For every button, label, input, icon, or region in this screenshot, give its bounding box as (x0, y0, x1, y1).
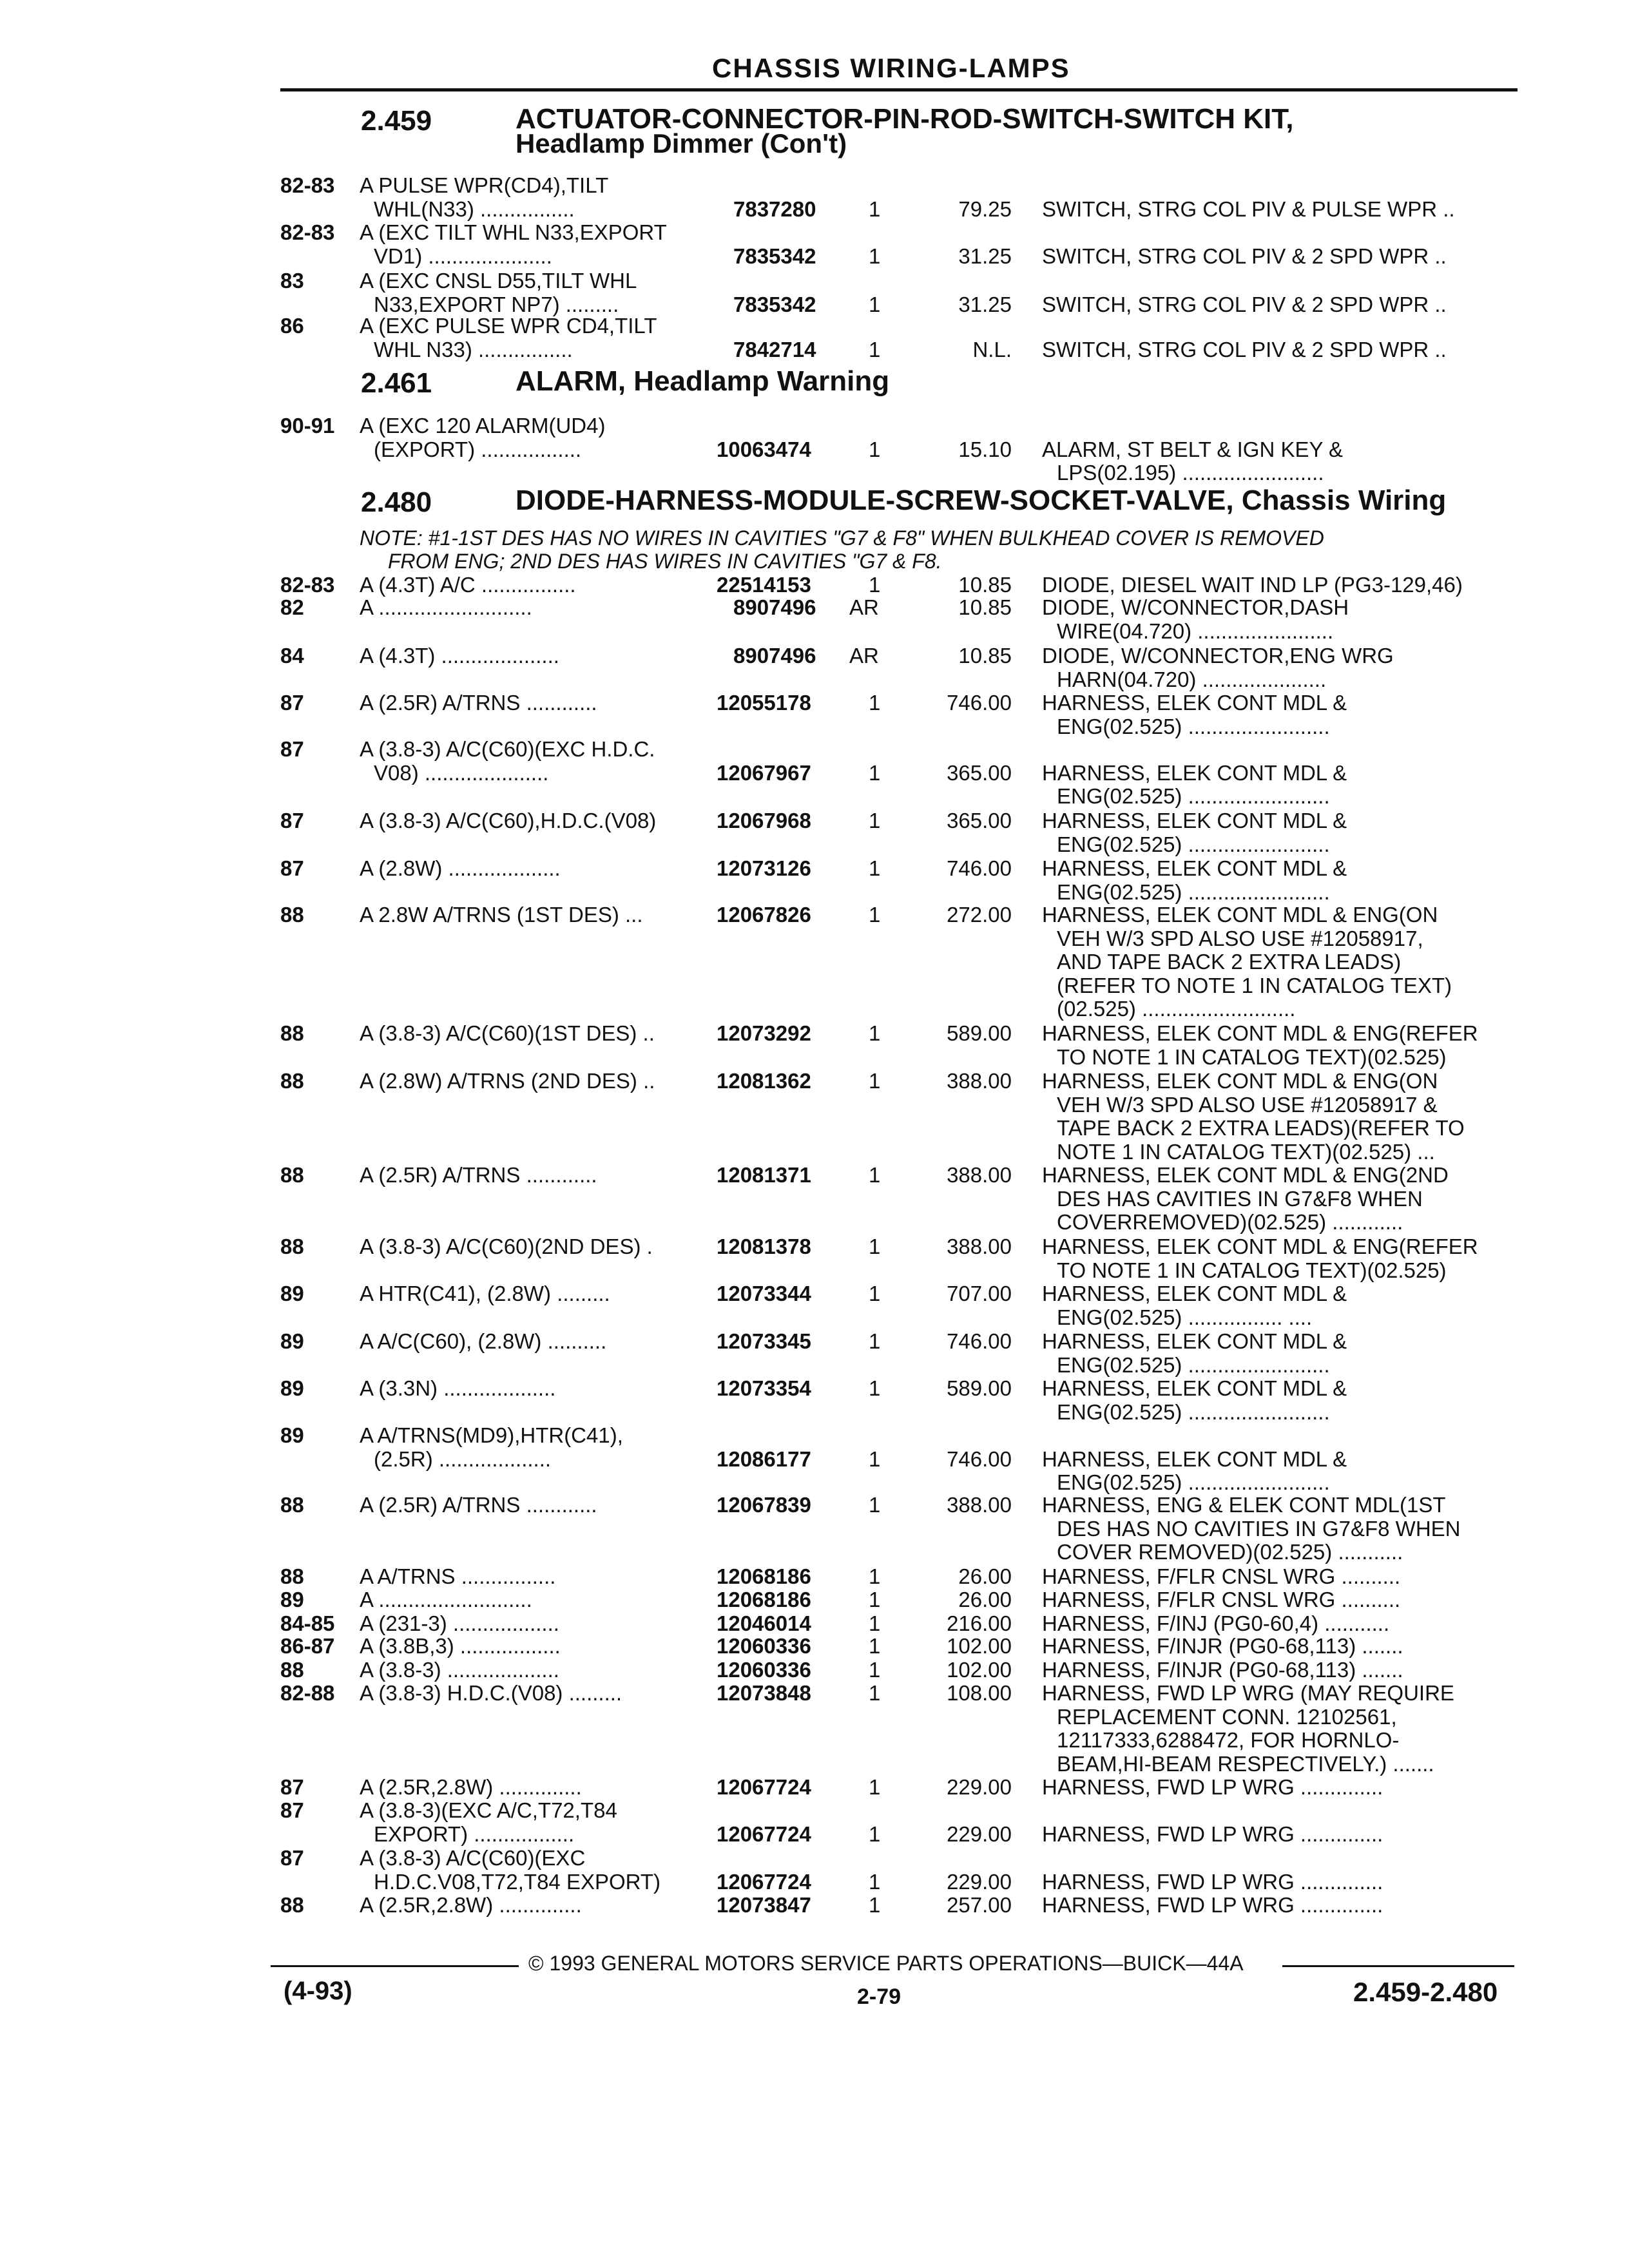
parts-row (0, 269, 1629, 316)
parts-row (0, 644, 1629, 691)
row-year: 87 (280, 809, 304, 832)
row-description: A (2.5R) A/TRNS ............ (360, 1493, 597, 1517)
row-description: A (2.8W) ................... (360, 856, 561, 880)
parts-row (0, 1588, 1629, 1614)
parts-row (0, 856, 1629, 904)
row-year: 89 (280, 1588, 304, 1611)
row-usage-description-cont: BEAM,HI-BEAM RESPECTIVELY.) ....... (1057, 1751, 1434, 1776)
row-usage-description-cont: DES HAS CAVITIES IN G7&F8 WHEN (1057, 1186, 1423, 1211)
row-price: 388.00 (947, 1235, 1012, 1258)
parts-row (0, 737, 1629, 808)
row-usage-description-cont: WIRE(04.720) ....................... (1057, 619, 1334, 643)
row-price: 102.00 (947, 1658, 1012, 1682)
row-quantity: 1 (869, 1021, 881, 1045)
parts-row (0, 1021, 1629, 1069)
row-part-number: 12067724 (717, 1869, 811, 1894)
row-price: 746.00 (947, 691, 1012, 715)
row-part-number: 22514153 (717, 573, 811, 597)
row-year: 86 (280, 314, 304, 338)
row-price: 388.00 (947, 1069, 1012, 1093)
footer-rule-right (1282, 1965, 1514, 1967)
row-price: 102.00 (947, 1634, 1012, 1658)
row-usage-description-cont: COVER REMOVED)(02.525) ........... (1057, 1540, 1403, 1564)
row-usage-description-cont: ENG(02.525) ........................ (1057, 832, 1330, 856)
row-usage-description: HARNESS, F/INJR (PG0-68,113) ....... (1042, 1658, 1403, 1682)
row-part-number: 12068186 (717, 1588, 811, 1611)
row-part-number: 12067968 (717, 809, 811, 832)
row-quantity: AR (849, 644, 879, 668)
row-usage-description-cont: HARN(04.720) ..................... (1057, 667, 1327, 691)
row-year: 87 (280, 856, 304, 880)
row-part-number: 12073847 (717, 1893, 811, 1917)
parts-row (0, 1069, 1629, 1164)
row-year: 87 (280, 1846, 304, 1870)
row-price: 388.00 (947, 1493, 1012, 1517)
row-usage-description: HARNESS, ENG & ELEK CONT MDL(1ST (1042, 1493, 1446, 1517)
row-description-cont: (2.5R) ................... (374, 1446, 552, 1471)
row-year: 82 (280, 595, 304, 619)
parts-row (0, 414, 1629, 485)
row-description-cont: WHL(N33) ................ (374, 197, 575, 221)
row-price: 108.00 (947, 1681, 1012, 1705)
footer-copyright: © 1993 GENERAL MOTORS SERVICE PARTS OPERATIONS—BUICK—44A (528, 1952, 1244, 1975)
parts-row (0, 1376, 1629, 1424)
row-quantity: 1 (869, 1376, 881, 1400)
row-usage-description: HARNESS, ELEK CONT MDL & (1042, 1282, 1347, 1305)
row-description: A (3.8B,3) ................. (360, 1634, 561, 1658)
row-description: A (2.5R,2.8W) .............. (360, 1775, 582, 1799)
row-price: 589.00 (947, 1021, 1012, 1045)
parts-row (0, 595, 1629, 643)
row-quantity: 1 (869, 1611, 881, 1635)
row-usage-description-cont: REPLACEMENT CONN. 12102561, (1057, 1704, 1397, 1729)
row-price: 388.00 (947, 1163, 1012, 1187)
row-price: 26.00 (958, 1564, 1012, 1588)
row-description: A A/C(C60), (2.8W) .......... (360, 1329, 607, 1353)
row-usage-description: SWITCH, STRG COL PIV & 2 SPD WPR .. (1042, 337, 1447, 361)
row-usage-description: HARNESS, FWD LP WRG .............. (1042, 1775, 1383, 1799)
row-part-number: 12073126 (717, 856, 811, 880)
row-price: 746.00 (947, 1446, 1012, 1471)
row-year: 82-83 (280, 220, 335, 244)
page-header: CHASSIS WIRING-LAMPS (712, 53, 1070, 83)
row-usage-description-cont: LPS(02.195) ........................ (1057, 461, 1324, 485)
parts-row (0, 1658, 1629, 1684)
row-description: A (3.8-3)(EXC A/C,T72,T84 (360, 1798, 617, 1822)
row-description: A (3.8-3) A/C(C60)(1ST DES) .. (360, 1021, 655, 1045)
row-quantity: AR (849, 595, 879, 619)
parts-row (0, 220, 1629, 268)
row-description: A (3.8-3) H.D.C.(V08) ......... (360, 1681, 622, 1705)
row-usage-description: DIODE, DIESEL WAIT IND LP (PG3-129,46) (1042, 573, 1463, 597)
row-quantity: 1 (869, 1235, 881, 1258)
row-description-cont: N33,EXPORT NP7) ......... (374, 292, 619, 316)
footer-rule-left (271, 1965, 519, 1967)
row-usage-description: DIODE, W/CONNECTOR,DASH (1042, 595, 1349, 619)
row-quantity: 1 (869, 244, 881, 268)
row-quantity: 1 (869, 1588, 881, 1611)
row-usage-description: SWITCH, STRG COL PIV & 2 SPD WPR .. (1042, 292, 1447, 316)
row-part-number: 12067724 (717, 1821, 811, 1846)
row-description: A (EXC 120 ALARM(UD4) (360, 414, 606, 437)
row-usage-description: SWITCH, STRG COL PIV & PULSE WPR .. (1042, 197, 1455, 221)
row-description: A (2.5R,2.8W) .............. (360, 1893, 582, 1917)
row-usage-description-cont: NOTE 1 IN CATALOG TEXT)(02.525) ... (1057, 1139, 1435, 1164)
row-description: A HTR(C41), (2.8W) ......... (360, 1282, 610, 1305)
row-usage-description: HARNESS, F/FLR CNSL WRG .......... (1042, 1564, 1401, 1588)
row-quantity: 1 (869, 1658, 881, 1682)
row-quantity: 1 (869, 1282, 881, 1305)
parts-row (0, 809, 1629, 856)
row-quantity: 1 (869, 1893, 881, 1917)
section-title: DIODE-HARNESS-MODULE-SCREW-SOCKET-VALVE, Chassis Wiring (516, 485, 1447, 516)
row-year: 88 (280, 1658, 304, 1682)
row-description: A (3.8-3) A/C(C60),H.D.C.(V08) (360, 809, 657, 832)
row-quantity: 1 (869, 573, 881, 597)
row-part-number: 7842714 (733, 337, 816, 361)
header-rule (280, 88, 1518, 91)
section-title: ACTUATOR-CONNECTOR-PIN-ROD-SWITCH-SWITCH KIT, (516, 103, 1294, 135)
row-description: A (2.5R) A/TRNS ............ (360, 1163, 597, 1187)
row-description: A (EXC PULSE WPR CD4,TILT (360, 314, 657, 338)
row-quantity: 1 (869, 1493, 881, 1517)
row-year: 86-87 (280, 1634, 335, 1658)
row-description: A (EXC TILT WHL N33,EXPORT (360, 220, 667, 244)
row-year: 88 (280, 1235, 304, 1258)
row-year: 87 (280, 1798, 304, 1822)
row-price: 31.25 (958, 244, 1012, 268)
row-part-number: 12073292 (717, 1021, 811, 1045)
row-part-number: 12067724 (717, 1775, 811, 1799)
row-usage-description: HARNESS, ELEK CONT MDL & (1042, 809, 1347, 832)
row-quantity: 1 (869, 1069, 881, 1093)
row-part-number: 12073344 (717, 1282, 811, 1305)
row-quantity: 1 (869, 337, 881, 361)
row-price: 31.25 (958, 292, 1012, 316)
row-price: 746.00 (947, 856, 1012, 880)
section-note: FROM ENG; 2ND DES HAS WIRES IN CAVITIES "G7 & F8. (388, 550, 942, 573)
row-part-number: 12067839 (717, 1493, 811, 1517)
row-part-number: 8907496 (733, 644, 816, 668)
row-quantity: 1 (869, 691, 881, 715)
row-year: 90-91 (280, 414, 335, 437)
row-description: A (4.3T) .................... (360, 644, 559, 668)
row-usage-description-cont: ENG(02.525) ........................ (1057, 1352, 1330, 1377)
row-part-number: 12060336 (717, 1658, 811, 1682)
row-usage-description: HARNESS, ELEK CONT MDL & (1042, 760, 1347, 785)
row-year: 82-88 (280, 1681, 335, 1705)
row-description-cont: EXPORT) ................. (374, 1821, 575, 1846)
row-quantity: 1 (869, 1163, 881, 1187)
row-price: 10.85 (958, 644, 1012, 668)
row-description: A (3.8-3) A/C(C60)(2ND DES) . (360, 1235, 653, 1258)
row-usage-description-cont: ENG(02.525) ................ .... (1057, 1305, 1313, 1329)
row-usage-description: HARNESS, ELEK CONT MDL & ENG(REFER (1042, 1021, 1478, 1045)
row-quantity: 1 (869, 1329, 881, 1353)
row-usage-description-cont: 12117333,6288472, FOR HORNLO- (1057, 1728, 1400, 1752)
row-part-number: 12081371 (717, 1163, 811, 1187)
row-year: 88 (280, 1069, 304, 1093)
row-year: 88 (280, 1893, 304, 1917)
row-quantity: 1 (869, 809, 881, 832)
row-price: 229.00 (947, 1775, 1012, 1799)
row-part-number: 12067967 (717, 760, 811, 785)
row-part-number: 7837280 (733, 197, 816, 221)
parts-row (0, 691, 1629, 738)
row-description-cont: (EXPORT) ................. (374, 437, 582, 461)
row-usage-description: SWITCH, STRG COL PIV & 2 SPD WPR .. (1042, 244, 1447, 268)
row-usage-description-cont: VEH W/3 SPD ALSO USE #12058917, (1057, 926, 1423, 950)
row-usage-description: HARNESS, ELEK CONT MDL & ENG(2ND (1042, 1163, 1449, 1187)
row-usage-description-cont: TAPE BACK 2 EXTRA LEADS)(REFER TO (1057, 1116, 1465, 1140)
row-usage-description: HARNESS, F/FLR CNSL WRG .......... (1042, 1588, 1401, 1611)
row-description: A (231-3) .................. (360, 1611, 559, 1635)
row-usage-description-cont: (02.525) .......................... (1057, 997, 1296, 1021)
row-description: A PULSE WPR(CD4),TILT (360, 173, 609, 197)
row-usage-description: HARNESS, ELEK CONT MDL & (1042, 1376, 1347, 1400)
row-part-number: 7835342 (733, 292, 816, 316)
row-description: A (3.3N) ................... (360, 1376, 556, 1400)
row-description: A A/TRNS ................ (360, 1564, 556, 1588)
row-usage-description-cont: ENG(02.525) ........................ (1057, 1470, 1330, 1494)
row-part-number: 12073345 (717, 1329, 811, 1353)
section-number: 2.480 (361, 486, 432, 518)
row-price: 229.00 (947, 1821, 1012, 1846)
parts-row (0, 903, 1629, 1021)
row-price: 15.10 (958, 437, 1012, 461)
row-price: 746.00 (947, 1329, 1012, 1353)
row-part-number: 12081362 (717, 1069, 811, 1093)
row-usage-description: DIODE, W/CONNECTOR,ENG WRG (1042, 644, 1394, 668)
row-part-number: 12060336 (717, 1634, 811, 1658)
row-description-cont: H.D.C.V08,T72,T84 EXPORT) (374, 1869, 661, 1894)
row-price: 365.00 (947, 809, 1012, 832)
row-year: 84 (280, 644, 304, 668)
section-subtitle: Headlamp Dimmer (Con't) (516, 128, 847, 159)
row-quantity: 1 (869, 760, 881, 785)
row-year: 87 (280, 1775, 304, 1799)
parts-row (0, 1282, 1629, 1329)
row-year: 88 (280, 1564, 304, 1588)
row-usage-description-cont: VEH W/3 SPD ALSO USE #12058917 & (1057, 1092, 1438, 1117)
footer-date: (4-93) (284, 1977, 352, 2005)
footer-section-range: 2.459-2.480 (1353, 1977, 1498, 2007)
row-year: 87 (280, 691, 304, 715)
parts-row (0, 1681, 1629, 1776)
row-part-number: 12081378 (717, 1235, 811, 1258)
row-year: 89 (280, 1329, 304, 1353)
row-usage-description-cont: ENG(02.525) ........................ (1057, 879, 1330, 904)
row-part-number: 12086177 (717, 1446, 811, 1471)
row-usage-description: HARNESS, ELEK CONT MDL & ENG(REFER (1042, 1235, 1478, 1258)
row-description: A (EXC CNSL D55,TILT WHL (360, 269, 637, 293)
parts-row (0, 1635, 1629, 1660)
row-quantity: 1 (869, 1634, 881, 1658)
row-quantity: 1 (869, 1821, 881, 1846)
row-price: 589.00 (947, 1376, 1012, 1400)
row-description: A .......................... (360, 595, 532, 619)
row-part-number: 7835342 (733, 244, 816, 268)
row-quantity: 1 (869, 437, 881, 461)
row-usage-description: HARNESS, ELEK CONT MDL & (1042, 1446, 1347, 1471)
row-price: 216.00 (947, 1611, 1012, 1635)
row-usage-description: HARNESS, FWD LP WRG .............. (1042, 1893, 1383, 1917)
footer-page-number: 2-79 (857, 1984, 901, 2009)
parts-row (0, 1423, 1629, 1494)
parts-row (0, 1798, 1629, 1846)
row-year: 84-85 (280, 1611, 335, 1635)
row-price: 272.00 (947, 903, 1012, 927)
row-usage-description: HARNESS, ELEK CONT MDL & ENG(ON (1042, 903, 1438, 927)
row-year: 82-83 (280, 173, 335, 197)
row-usage-description-cont: COVERREMOVED)(02.525) ............ (1057, 1210, 1403, 1234)
row-quantity: 1 (869, 197, 881, 221)
row-price: 26.00 (958, 1588, 1012, 1611)
row-part-number: 10063474 (717, 437, 811, 461)
row-description: A (4.3T) A/C ................ (360, 573, 576, 597)
row-description: A A/TRNS(MD9),HTR(C41), (360, 1423, 623, 1447)
row-year: 89 (280, 1423, 304, 1447)
row-part-number: 12073848 (717, 1681, 811, 1705)
row-usage-description: HARNESS, FWD LP WRG .............. (1042, 1821, 1383, 1846)
row-usage-description: HARNESS, F/INJR (PG0-68,113) ....... (1042, 1634, 1403, 1658)
row-quantity: 1 (869, 1775, 881, 1799)
row-usage-description-cont: TO NOTE 1 IN CATALOG TEXT)(02.525) (1057, 1044, 1447, 1069)
row-usage-description: HARNESS, ELEK CONT MDL & (1042, 1329, 1347, 1353)
row-year: 89 (280, 1282, 304, 1305)
row-year: 83 (280, 269, 304, 293)
row-price: 707.00 (947, 1282, 1012, 1305)
parts-row (0, 1846, 1629, 1894)
row-price: 365.00 (947, 760, 1012, 785)
row-year: 89 (280, 1376, 304, 1400)
row-part-number: 12068186 (717, 1564, 811, 1588)
section-number: 2.461 (361, 367, 432, 399)
row-part-number: 12046014 (717, 1611, 811, 1635)
row-year: 87 (280, 737, 304, 761)
parts-row (0, 1776, 1629, 1802)
row-quantity: 1 (869, 1446, 881, 1471)
section-title: ALARM, Headlamp Warning (516, 365, 890, 397)
section-note: NOTE: #1-1ST DES HAS NO WIRES IN CAVITIES "G7 & F8" WHEN BULKHEAD COVER IS REMOVED (360, 526, 1324, 550)
row-usage-description: HARNESS, ELEK CONT MDL & (1042, 691, 1347, 715)
row-usage-description: HARNESS, F/INJ (PG0-60,4) ........... (1042, 1611, 1390, 1635)
row-year: 88 (280, 1493, 304, 1517)
row-description: A 2.8W A/TRNS (1ST DES) ... (360, 903, 643, 927)
row-year: 88 (280, 1163, 304, 1187)
row-price: 10.85 (958, 595, 1012, 619)
row-usage-description: ALARM, ST BELT & IGN KEY & (1042, 437, 1344, 461)
parts-row (0, 1329, 1629, 1377)
row-part-number: 12073354 (717, 1376, 811, 1400)
row-description-cont: VD1) ..................... (374, 244, 552, 268)
row-quantity: 1 (869, 1869, 881, 1894)
row-description: A (3.8-3) ................... (360, 1658, 559, 1682)
row-description-cont: V08) ..................... (374, 760, 549, 785)
row-price: 229.00 (947, 1869, 1012, 1894)
row-quantity: 1 (869, 292, 881, 316)
row-quantity: 1 (869, 856, 881, 880)
row-description: A (3.8-3) A/C(C60)(EXC (360, 1846, 586, 1870)
row-usage-description: HARNESS, ELEK CONT MDL & (1042, 856, 1347, 880)
row-year: 88 (280, 903, 304, 927)
row-description: A (2.8W) A/TRNS (2ND DES) .. (360, 1069, 655, 1093)
row-usage-description-cont: ENG(02.525) ........................ (1057, 714, 1330, 738)
row-year: 88 (280, 1021, 304, 1045)
row-usage-description: HARNESS, ELEK CONT MDL & ENG(ON (1042, 1069, 1438, 1093)
row-usage-description-cont: DES HAS NO CAVITIES IN G7&F8 WHEN (1057, 1516, 1461, 1541)
row-quantity: 1 (869, 1564, 881, 1588)
row-description: A (3.8-3) A/C(C60)(EXC H.D.C. (360, 737, 655, 761)
row-part-number: 12055178 (717, 691, 811, 715)
row-usage-description-cont: (REFER TO NOTE 1 IN CATALOG TEXT) (1057, 973, 1452, 997)
row-usage-description-cont: ENG(02.525) ........................ (1057, 784, 1330, 808)
row-usage-description-cont: ENG(02.525) ........................ (1057, 1399, 1330, 1424)
parts-row (0, 1235, 1629, 1282)
parts-row (0, 1163, 1629, 1234)
row-description: A .......................... (360, 1588, 532, 1611)
row-usage-description-cont: AND TAPE BACK 2 EXTRA LEADS) (1057, 950, 1402, 974)
parts-row (0, 314, 1629, 361)
row-part-number: 12067826 (717, 903, 811, 927)
row-price: 257.00 (947, 1893, 1012, 1917)
row-part-number: 8907496 (733, 595, 816, 619)
parts-row (0, 1894, 1629, 1919)
parts-row (0, 173, 1629, 221)
row-price: 79.25 (958, 197, 1012, 221)
row-quantity: 1 (869, 1681, 881, 1705)
row-price: N.L. (972, 337, 1012, 361)
row-year: 82-83 (280, 573, 335, 597)
row-description-cont: WHL N33) ................ (374, 337, 573, 361)
parts-row (0, 1493, 1629, 1564)
row-quantity: 1 (869, 903, 881, 927)
section-number: 2.459 (361, 105, 432, 137)
row-usage-description: HARNESS, FWD LP WRG .............. (1042, 1869, 1383, 1894)
row-price: 10.85 (958, 573, 1012, 597)
row-usage-description: HARNESS, FWD LP WRG (MAY REQUIRE (1042, 1681, 1454, 1705)
parts-row (0, 1565, 1629, 1591)
row-description: A (2.5R) A/TRNS ............ (360, 691, 597, 715)
row-usage-description-cont: TO NOTE 1 IN CATALOG TEXT)(02.525) (1057, 1258, 1447, 1282)
